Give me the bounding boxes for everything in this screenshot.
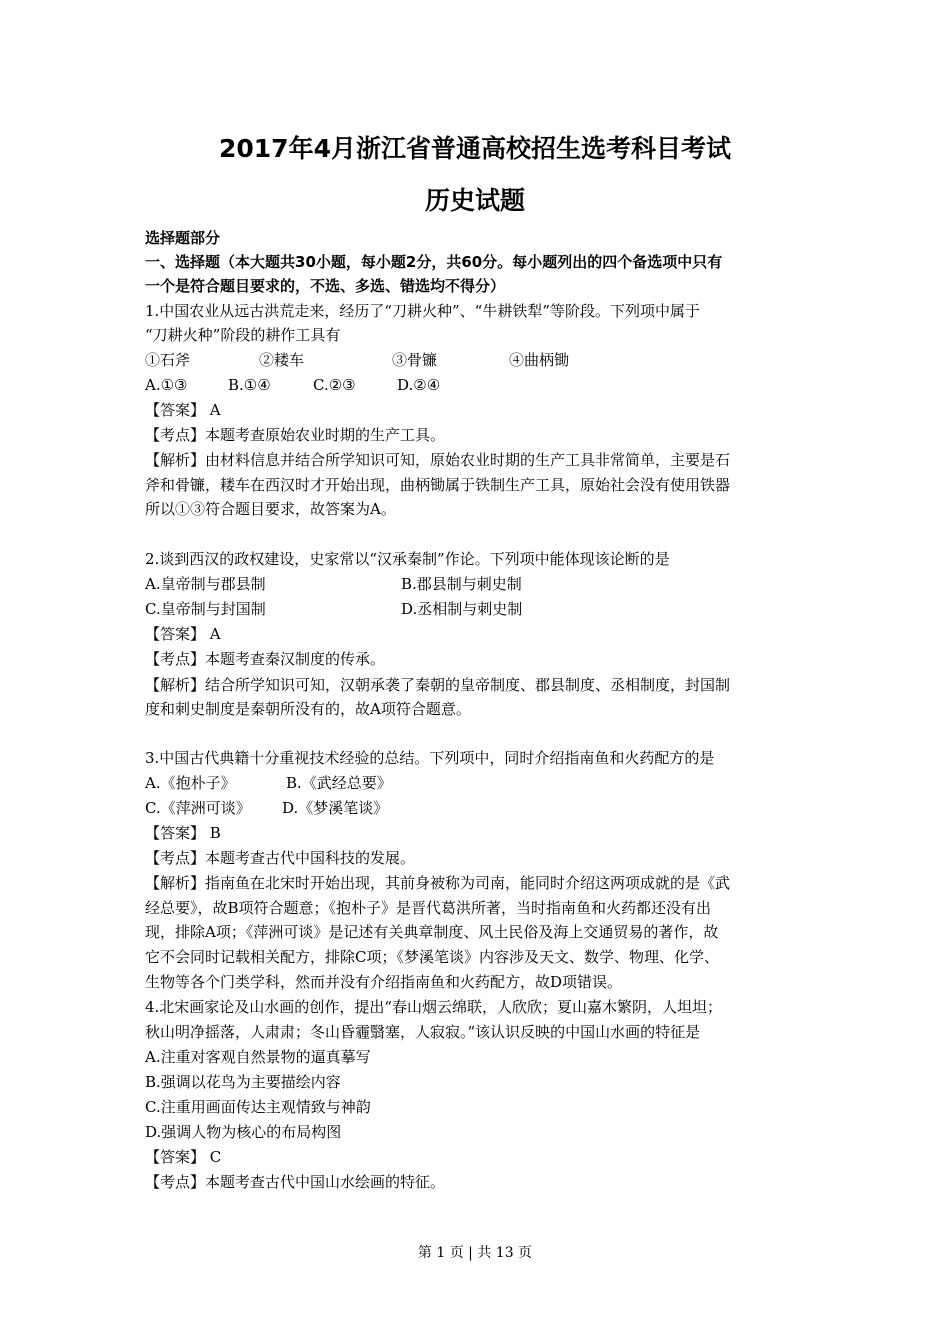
page-subtitle: 历史试题 <box>424 186 525 215</box>
answer: 【答案】 C <box>145 1148 222 1166</box>
question-stem: 秋山明净摇落，人肃肃；冬山昏霾翳塞，人寂寂。”该认识反映的中国山水画的特征是 <box>145 1023 701 1041</box>
option-b: B.《武经总要》 <box>286 774 392 792</box>
analysis: 【解析】结合所学知识可知，汉朝承袭了秦朝的皇帝制度、郡县制度、丞相制度，封国制 <box>145 676 731 694</box>
option-a: A.皇帝制与郡县制 <box>145 575 266 593</box>
option-a: A.《抱朴子》 <box>145 774 236 792</box>
question-item: ④曲柄锄 <box>509 351 570 369</box>
analysis: 经总要》，故B项符合题意；《抱朴子》是晋代葛洪所著，当时指南鱼和火药都还没有出 <box>145 899 712 917</box>
knowledge-point: 【考点】本题考查秦汉制度的传承。 <box>145 650 386 668</box>
option-c: C.注重用画面传达主观情致与神韵 <box>145 1098 371 1116</box>
analysis: 度和刺史制度是秦朝所没有的，故A项符合题意。 <box>145 700 471 718</box>
knowledge-point: 【考点】本题考查古代中国山水绘画的特征。 <box>145 1173 446 1191</box>
option-d: D.强调人物为核心的布局构图 <box>145 1123 342 1141</box>
section-heading: 选择题部分 <box>145 229 221 247</box>
option-d: D.丞相制与刺史制 <box>401 600 523 618</box>
instruction-line: 一个是符合题目要求的，不选、多选、错选均不得分） <box>145 277 506 295</box>
option-b: B.①④ <box>228 376 271 394</box>
knowledge-point: 【考点】本题考查古代中国科技的发展。 <box>145 849 416 867</box>
analysis: 生物等各个门类学科，然而并没有介绍指南鱼和火药配方，故D项错误。 <box>145 973 623 991</box>
instruction-line: 一、选择题（本大题共30小题，每小题2分，共60分。每小题列出的四个备选项中只有 <box>145 253 723 271</box>
option-d: D.②④ <box>397 376 441 394</box>
question-stem: 2.谈到西汉的政权建设，史家常以“汉承秦制”作论。下列项中能体现该论断的是 <box>145 550 670 568</box>
analysis: 【解析】由材料信息并结合所学知识可知，原始农业时期的生产工具非常简单，主要是石 <box>145 451 731 469</box>
option-c: C.②③ <box>313 376 356 394</box>
option-d: D.《梦溪笔谈》 <box>282 799 389 817</box>
question-stem: 3.中国古代典籍十分重视技术经验的总结。下列项中，同时介绍指南鱼和火药配方的是 <box>145 749 715 767</box>
answer: 【答案】 B <box>145 824 221 842</box>
analysis: 它不会同时记载相关配方，排除C项；《梦溪笔谈》内容涉及天文、数学、物理、化学、 <box>145 948 719 966</box>
answer: 【答案】 A <box>145 401 221 419</box>
page-title: 2017年4月浙江省普通高校招生选考科目考试 <box>219 134 731 163</box>
analysis: 【解析】指南鱼在北宋时开始出现，其前身被称为司南，能同时介绍这两项成就的是《武 <box>145 874 731 892</box>
option-b: B.强调以花鸟为主要描绘内容 <box>145 1073 341 1091</box>
question-stem: 4.北宋画家论及山水画的创作，提出“春山烟云绵联，人欣欣；夏山嘉木繁阴，人坦坦； <box>145 998 722 1016</box>
option-c: C.皇帝制与封国制 <box>145 600 266 618</box>
answer: 【答案】 A <box>145 625 221 643</box>
question-item: ②耧车 <box>259 351 305 369</box>
question-item: ③骨镰 <box>392 351 438 369</box>
analysis: 所以①③符合题目要求，故答案为A。 <box>145 500 396 518</box>
analysis: 现，排除A项；《萍洲可谈》是记述有关典章制度、风土民俗及海上交通贸易的著作，故 <box>145 923 719 941</box>
page-footer: 第 1 页 | 共 13 页 <box>417 1245 533 1261</box>
analysis: 斧和骨镰，耧车在西汉时才开始出现，曲柄锄属于铁制生产工具，原始社会没有使用铁器 <box>145 476 731 494</box>
option-b: B.郡县制与刺史制 <box>401 575 522 593</box>
question-stem: 1.中国农业从远古洪荒走来，经历了“刀耕火种”、“牛耕铁犁”等阶段。下列项中属于 <box>145 302 700 320</box>
option-c: C.《萍洲可谈》 <box>145 799 251 817</box>
option-a: A.注重对客观自然景物的逼真摹写 <box>145 1048 371 1066</box>
knowledge-point: 【考点】本题考查原始农业时期的生产工具。 <box>145 426 446 444</box>
question-stem: “刀耕火种”阶段的耕作工具有 <box>145 326 341 344</box>
option-a: A.①③ <box>145 376 188 394</box>
question-item: ①石斧 <box>145 351 191 369</box>
